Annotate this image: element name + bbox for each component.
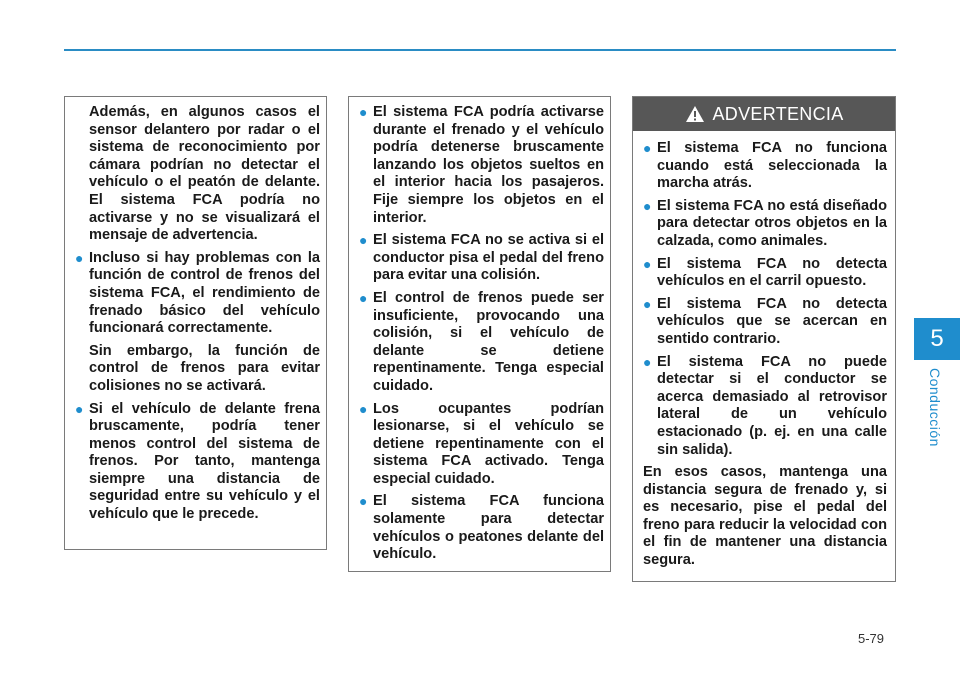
bullet-dot-icon: ● — [643, 140, 652, 156]
col2-item-2: ● El control de frenos puede ser insuficiente, provocando una colisión, si el vehículo de delante se detiene repentinamente. Tenga especial cuidado. — [359, 289, 604, 394]
col2-item-0: ● El sistema FCA podría activarse durante el frenado y el vehículo podría detenerse bruscamente lanzando los objetos sueltos en el interior hacia los pasajeros. Fije siempre los objetos en el interior. — [359, 104, 604, 226]
chapter-title: Conducción — [927, 368, 943, 447]
warning-item-5: En esos casos, mantenga una distancia segura de frenado y, si es necesario, pise el pedal del freno para reducir la velocidad con el fin de mantener una distancia segura. — [643, 464, 887, 569]
warning-item-3: ● El sistema FCA no detecta vehículos que se acercan en sentido contrario. — [643, 295, 887, 347]
bullet-dot-icon: ● — [359, 232, 368, 249]
bullet-dot-icon: ● — [359, 289, 368, 306]
bullet-dot-icon: ● — [75, 400, 84, 417]
bullet-dot-icon: ● — [643, 353, 652, 370]
col2-item-1: ● El sistema FCA no se activa si el conductor pisa el pedal del freno para evitar una colisión. — [359, 232, 604, 284]
bullet-dot-icon: ● — [75, 249, 84, 266]
col2-item-4: ● El sistema FCA funciona solamente para detectar vehículos o peatones delante del vehículo. — [359, 493, 604, 563]
col1-item-2: Sin embargo, la función de control de frenos para evitar colisiones no se activará. — [89, 342, 320, 394]
warning-box — [632, 96, 896, 582]
col1-item-3: ● Si el vehículo de delante frena bruscamente, podría tener menos control del sistema de frenos. Por tanto, mantenga siempre una distancia de seguridad entre su vehículo y el vehículo que le precede. — [75, 400, 320, 523]
bullet-dot-icon: ● — [643, 295, 652, 312]
bullet-dot-icon: ● — [359, 493, 368, 510]
warning-title: ADVERTENCIA — [712, 103, 844, 124]
bullet-dot-icon: ● — [359, 400, 368, 417]
info-column-1 — [64, 96, 327, 550]
warning-header — [633, 97, 895, 131]
col2-item-3: ● Los ocupantes podrían lesionarse, si el vehículo se detiene repentinamente con el sistema FCA activado. Tenga especial cuidado. — [359, 400, 604, 487]
info-column-2 — [348, 96, 611, 572]
warning-triangle-icon — [685, 105, 705, 123]
col1-item-0: Además, en algunos casos el sensor delantero por radar o el sistema de reconocimiento por cámara podrían no detectar el vehículo o el peatón de delante. El sistema FCA podría no activarse y no se visualizará el mensaje de advertencia. — [89, 104, 320, 244]
chapter-number-tab[interactable] — [914, 318, 960, 360]
chapter-number: 5 — [930, 325, 944, 352]
warning-item-2: ● El sistema FCA no detecta vehículos en el carril opuesto. — [643, 255, 887, 290]
warning-body — [633, 131, 895, 581]
page-number: 5-79 — [858, 631, 885, 646]
warning-item-1: ● El sistema FCA no está diseñado para detectar otros objetos en la calzada, como animales. — [643, 197, 887, 249]
warning-item-4: ● El sistema FCA no puede detectar si el conductor se acerca demasiado al retrovisor lateral de un vehículo estacionado (p. ej. en una calle sin salida). — [643, 353, 887, 458]
col1-item-1: ● Incluso si hay problemas con la función de control de frenos del sistema FCA, el rendimiento de frenado básico del vehículo funcionará correctamente. — [75, 249, 320, 337]
warning-item-0: ● El sistema FCA no funciona cuando está seleccionada la marcha atrás. — [643, 140, 887, 192]
bullet-dot-icon: ● — [359, 104, 368, 120]
bullet-dot-icon: ● — [643, 197, 652, 214]
header-rule — [64, 49, 896, 51]
bullet-dot-icon: ● — [643, 255, 652, 272]
